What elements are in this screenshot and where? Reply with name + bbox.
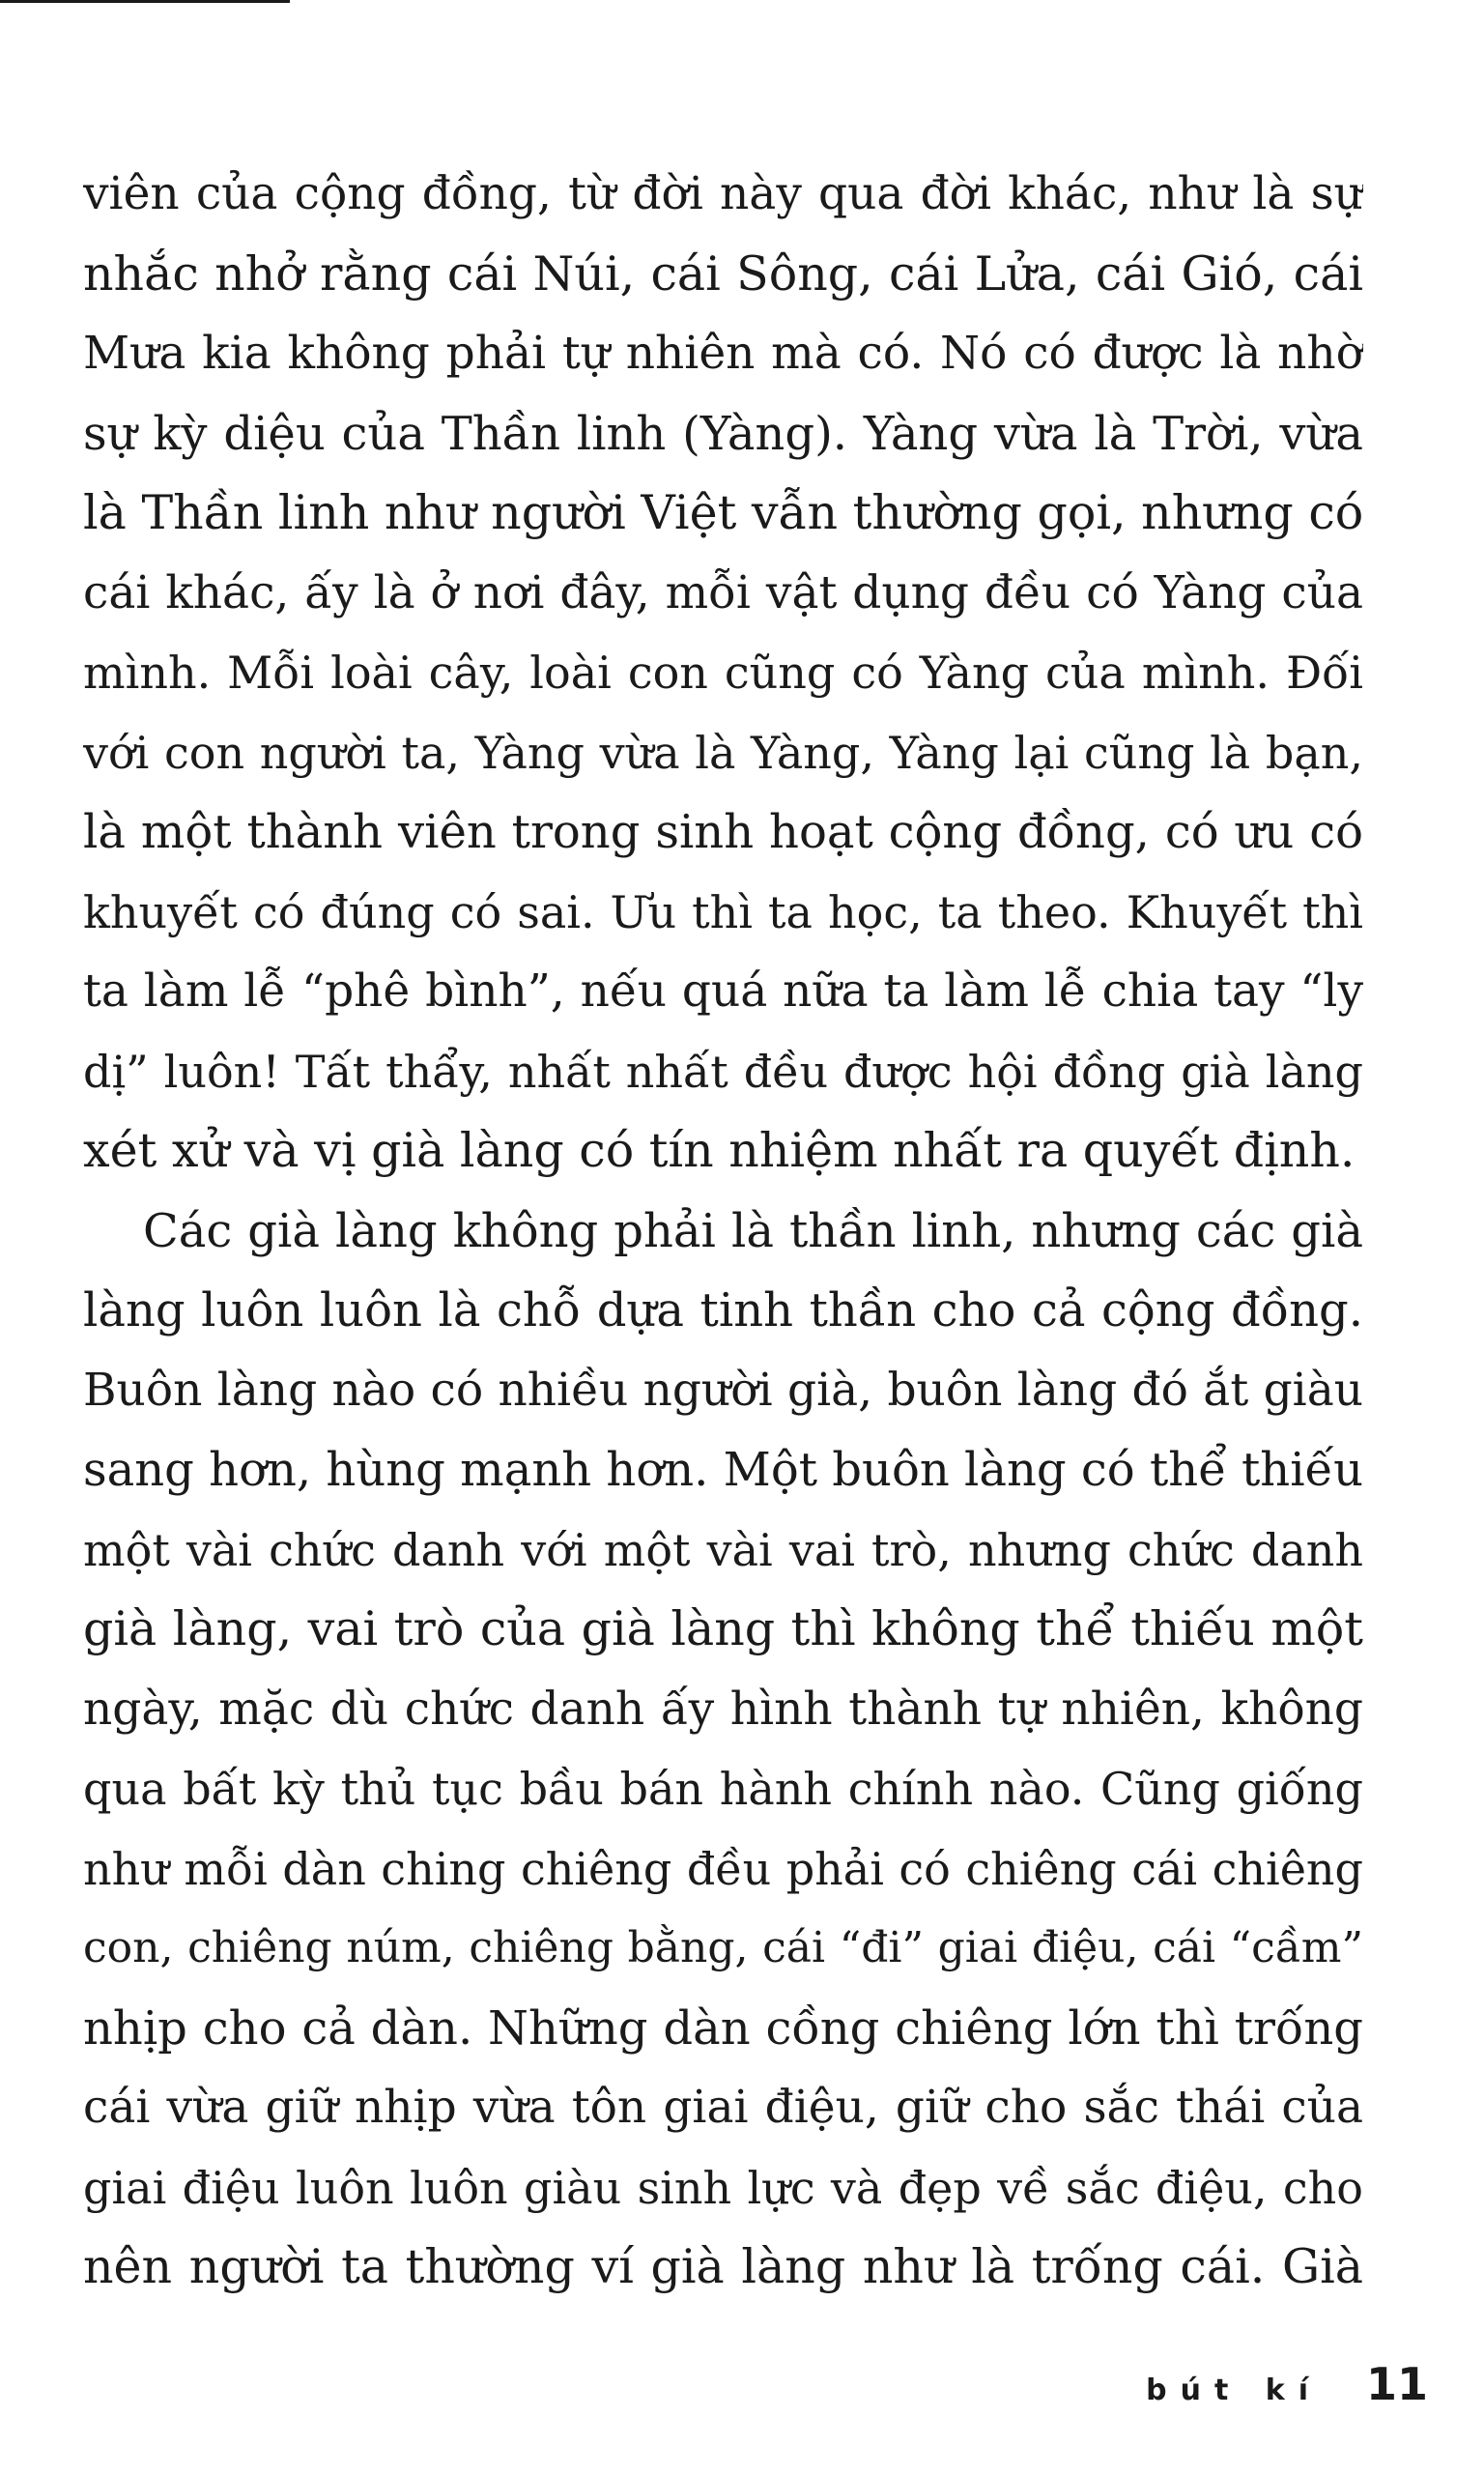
text-line: cái khác, ấy là ở nơi đây, mỗi vật dụng đều có Yàng của [83, 565, 1363, 619]
text-line: mình. Mỗi loài cây, loài con cũng có Yàng của mình. Đối [83, 647, 1363, 699]
text-line: là một thành viên trong sinh hoạt cộng đồng, có ưu có [83, 805, 1363, 859]
page-body-text [83, 155, 1363, 2308]
text-line: già làng, vai trò của già làng thì không thể thiếu một [83, 1601, 1363, 1656]
text-line: như mỗi dàn ching chiêng đều phải có chiêng cái chiêng [83, 1842, 1363, 1895]
text-line: Mưa kia không phải tự nhiên mà có. Nó có được là nhờ [83, 327, 1363, 380]
text-line: ngày, mặc dù chức danh ấy hình thành tự nhiên, không [83, 1682, 1363, 1736]
text-line: sang hơn, hùng mạnh hơn. Một buôn làng có thể thiếu [83, 1443, 1363, 1497]
text-line: viên của cộng đồng, từ đời này qua đời khác, như là sự [83, 167, 1363, 220]
text-line: qua bất kỳ thủ tục bầu bán hành chính nào. Cũng giống [83, 1763, 1363, 1815]
text-line: nên người ta thường ví già làng như là trống cái. Già [83, 2239, 1363, 2294]
text-line: là Thần linh như người Việt vẫn thường gọi, nhưng có [83, 485, 1363, 540]
text-line: dị” luôn! Tất thẩy, nhất nhất đều được hội đồng già làng [83, 1045, 1363, 1098]
text-line: sự kỳ diệu của Thần linh (Yàng). Yàng vừa là Trời, vừa [83, 406, 1363, 461]
text-line: giai điệu luôn luôn giàu sinh lực và đẹp về sắc điệu, cho [83, 2161, 1363, 2214]
text-line: khuyết có đúng có sai. Ưu thì ta học, ta theo. Khuyết thì [83, 885, 1363, 938]
text-line: Buôn làng nào có nhiều người già, buôn làng đó ắt giàu [83, 1363, 1363, 1417]
text-line: một vài chức danh với một vài vai trò, nhưng chức danh [83, 1523, 1363, 1576]
text-line: con, chiêng núm, chiêng bằng, cái “đi” giai điệu, cái “cầm” [83, 1923, 1363, 1972]
text-line: nhịp cho cả dàn. Những dàn cồng chiêng lớn thì trống [83, 2000, 1363, 2056]
text-line: Các già làng không phải là thần linh, nhưng các già [143, 1203, 1363, 1258]
text-line: với con người ta, Yàng vừa là Yàng, Yàng lại cũng là bạn, [83, 726, 1363, 779]
text-line: nhắc nhở rằng cái Núi, cái Sông, cái Lửa, cái Gió, cái [83, 245, 1363, 302]
page-number: 11 [1365, 2358, 1428, 2410]
text-line: cái vừa giữ nhịp vừa tôn giai điệu, giữ cho sắc thái của [83, 2081, 1363, 2134]
section-label: bút kí [1146, 2373, 1322, 2407]
page-footer [1146, 2358, 1428, 2416]
top-rule [0, 0, 290, 3]
text-line: xét xử và vị già làng có tín nhiệm nhất ra quyết định. [83, 1123, 1356, 1178]
text-line: làng luôn luôn là chỗ dựa tinh thần cho cả cộng đồng. [83, 1283, 1363, 1338]
text-line: ta làm lễ “phê bình”, nếu quá nữa ta làm lễ chia tay “ly [83, 964, 1363, 1018]
